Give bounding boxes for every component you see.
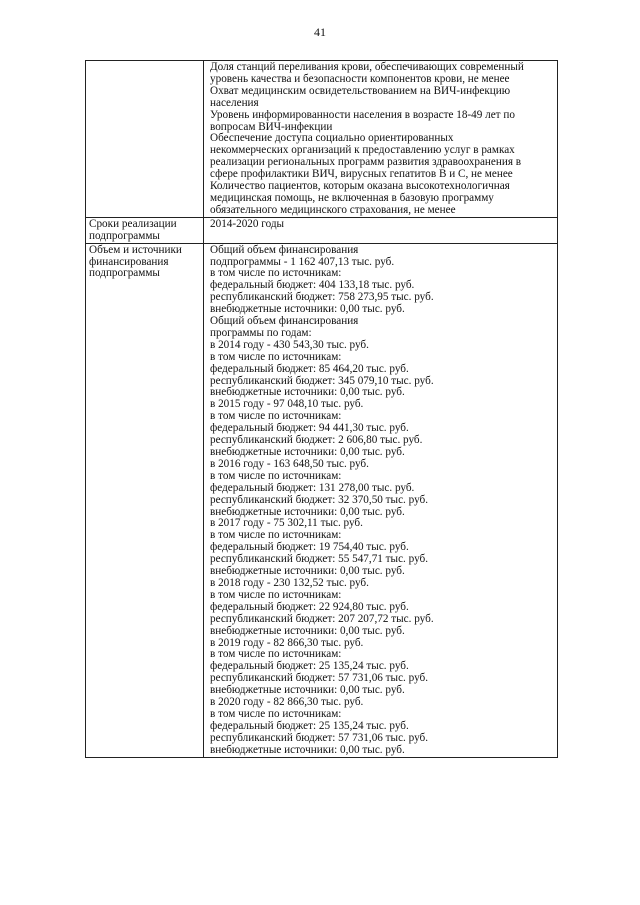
value-line: внебюджетные источники: 0,00 тыс. руб. (210, 386, 405, 399)
value-line: реализации региональных программ развития здравоохранения в (210, 156, 522, 169)
value-line: республиканский бюджет: 345 079,10 тыс. руб. (210, 374, 434, 387)
label-line: финансирования (89, 255, 169, 268)
value-line: некоммерческих организаций к предоставлению услуг в рамках (210, 144, 515, 157)
value-line: в том числе по источникам: (210, 410, 342, 423)
value-line: в том числе по источникам: (210, 469, 342, 482)
value-line: Общий объем финансирования (210, 315, 359, 328)
value-line: Общий объем финансирования (210, 243, 359, 256)
value-line: 2014-2020 годы (210, 217, 285, 230)
page-number: 41 (314, 25, 326, 39)
label-line: подпрограммы (89, 267, 160, 280)
value-line: в 2015 году - 97 048,10 тыс. руб. (210, 398, 364, 411)
value-line: в 2014 году - 430 543,30 тыс. руб. (210, 338, 369, 351)
value-line: внебюджетные источники: 0,00 тыс. руб. (210, 303, 405, 316)
label-line: Объем и источники (89, 243, 182, 256)
value-line: в 2020 году - 82 866,30 тыс. руб. (210, 696, 364, 709)
value-line: программы по годам: (210, 326, 312, 339)
value-line: федеральный бюджет: 85 464,20 тыс. руб. (210, 362, 409, 375)
row-label-cell (86, 61, 204, 218)
value-line: в том числе по источникам: (210, 707, 342, 720)
value-line: федеральный бюджет: 19 754,40 тыс. руб. (210, 541, 409, 554)
table-row-indicators (86, 61, 558, 218)
value-line: в том числе по источникам: (210, 350, 342, 363)
value-line: сфере профилактики ВИЧ, вирусных гепатитов В и С, не менее (210, 168, 513, 181)
value-line: федеральный бюджет: 25 135,24 тыс. руб. (210, 660, 409, 673)
row-value-cell (204, 61, 558, 218)
value-line: внебюджетные источники: 0,00 тыс. руб. (210, 505, 405, 518)
value-line: уровень качества и безопасности компонентов крови, не менее (210, 72, 510, 85)
value-line: подпрограммы - 1 162 407,13 тыс. руб. (210, 255, 395, 268)
value-line: республиканский бюджет: 32 370,50 тыс. руб. (210, 493, 429, 506)
value-line: республиканский бюджет: 57 731,06 тыс. руб. (210, 731, 429, 744)
table-row-timeline (86, 217, 558, 243)
subprogram-passport-table (85, 60, 558, 758)
value-line: внебюджетные источники: 0,00 тыс. руб. (210, 743, 405, 756)
value-line: медицинская помощь, не включенная в базовую программу (210, 191, 494, 204)
value-line: федеральный бюджет: 94 441,30 тыс. руб. (210, 422, 409, 435)
value-line: республиканский бюджет: 55 547,71 тыс. руб. (210, 553, 429, 566)
row-label-cell (86, 243, 204, 757)
value-line: внебюджетные источники: 0,00 тыс. руб. (210, 684, 405, 697)
label-word: реализации (121, 217, 177, 230)
value-line: внебюджетные источники: 0,00 тыс. руб. (210, 624, 405, 637)
label-line (89, 219, 200, 231)
value-line: в том числе по источникам: (210, 588, 342, 601)
value-line: Доля станций переливания крови, обеспечивающих современный (210, 61, 524, 73)
value-line: республиканский бюджет: 207 207,72 тыс. руб. (210, 612, 434, 625)
label-word: Сроки (89, 217, 120, 230)
value-line: обязательного медицинского страхования, не менее (210, 203, 456, 216)
value-line: Уровень информированности населения в возрасте 18-49 лет по (210, 108, 515, 121)
value-line: в 2017 году - 75 302,11 тыс. руб. (210, 517, 363, 530)
value-line: в том числе по источникам: (210, 267, 342, 280)
value-line: федеральный бюджет: 25 135,24 тыс. руб. (210, 719, 409, 732)
value-line: в 2018 году - 230 132,52 тыс. руб. (210, 576, 369, 589)
value-line: Охват медицинским освидетельствованием на ВИЧ-инфекцию (210, 84, 511, 97)
value-line: в 2016 году - 163 648,50 тыс. руб. (210, 457, 369, 470)
value-line: федеральный бюджет: 404 133,18 тыс. руб. (210, 279, 415, 292)
row-label-cell (86, 217, 204, 243)
label-line: подпрограммы (89, 229, 160, 242)
value-line: вопросам ВИЧ-инфекции (210, 120, 333, 133)
value-line: в том числе по источникам: (210, 648, 342, 661)
value-line: внебюджетные источники: 0,00 тыс. руб. (210, 446, 405, 458)
value-line: Количество пациентов, которым оказана высокотехнологичная (210, 180, 510, 193)
value-line: внебюджетные источники: 0,00 тыс. руб. (210, 565, 405, 578)
value-line: Обеспечение доступа социально ориентированных (210, 132, 454, 145)
value-line: населения (210, 96, 259, 109)
value-line: федеральный бюджет: 131 278,00 тыс. руб. (210, 481, 415, 494)
value-line: в том числе по источникам: (210, 529, 342, 542)
value-line: республиканский бюджет: 758 273,95 тыс. руб. (210, 291, 434, 304)
table-row-funding (86, 243, 558, 757)
value-line: федеральный бюджет: 22 924,80 тыс. руб. (210, 600, 409, 613)
value-line: в 2019 году - 82 866,30 тыс. руб. (210, 636, 364, 649)
value-line: республиканский бюджет: 2 606,80 тыс. руб. (210, 434, 423, 447)
row-value-cell (204, 217, 558, 243)
value-line: республиканский бюджет: 57 731,06 тыс. руб. (210, 672, 429, 685)
row-value-cell (204, 243, 558, 757)
